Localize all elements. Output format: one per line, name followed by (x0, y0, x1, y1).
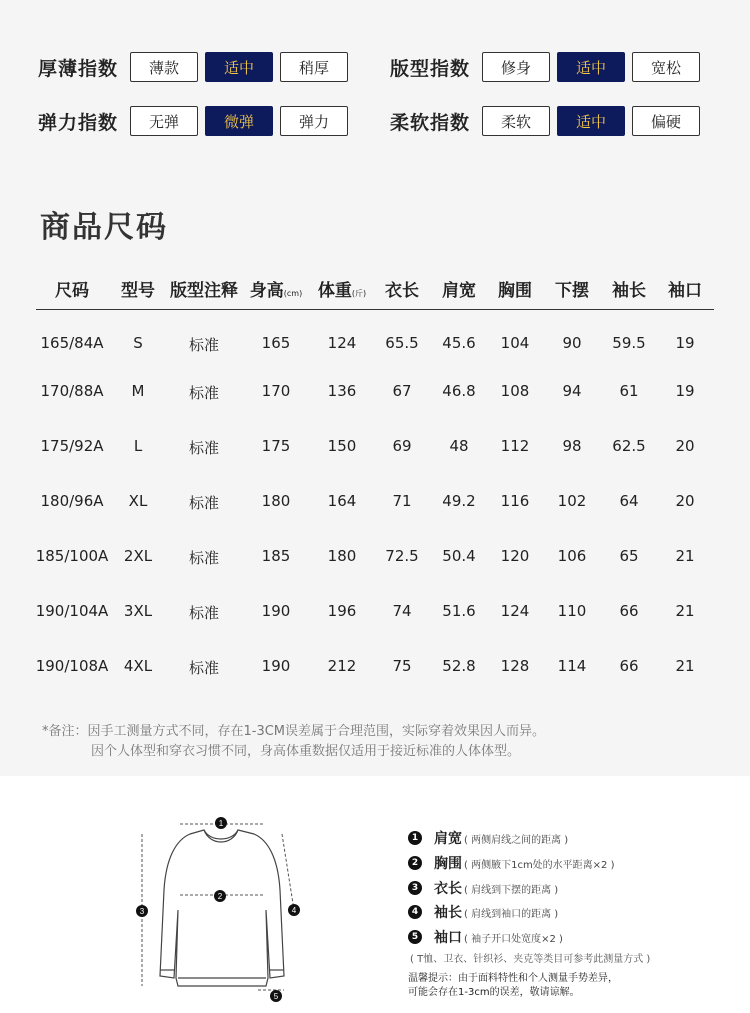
table-cell: 190/104A (35, 602, 109, 620)
option-stretch: 弹力 (280, 106, 348, 136)
legend-item-shoulder (408, 828, 568, 848)
option-regular-selected: 适中 (557, 52, 625, 82)
table-cell: 19 (675, 382, 695, 400)
option-soft: 柔软 (482, 106, 550, 136)
table-cell: 66 (619, 602, 639, 620)
column-header: 下摆 (555, 281, 589, 301)
table-cell: 66 (619, 657, 639, 675)
table-cell: 61 (619, 382, 639, 400)
table-cell: 标准 (188, 384, 220, 402)
legend-name: 胸围 (434, 856, 462, 872)
table-cell: 20 (675, 437, 695, 455)
number-badge: 2 (408, 856, 422, 870)
marker-4 (288, 904, 300, 916)
table-row (36, 334, 714, 364)
table-cell: 90 (562, 334, 582, 352)
legend-name: 袖长 (434, 905, 462, 921)
table-cell: 59.5 (612, 334, 646, 352)
table-cell: 165/84A (40, 334, 104, 352)
table-cell: 128 (500, 657, 530, 675)
table-cell: 136 (327, 382, 357, 400)
svg-text:4: 4 (291, 906, 297, 915)
table-cell: 116 (500, 492, 530, 510)
column-header: 袖口 (668, 281, 702, 301)
option-thin: 薄款 (130, 52, 198, 82)
column-header: 胸围 (498, 281, 532, 301)
legend-item-chest (408, 853, 615, 873)
table-cell: 112 (500, 437, 530, 455)
table-cell: 106 (557, 547, 587, 565)
note-line-1: *备注：因手工测量方式不同，存在1-3CM误差属于合理范围，实际穿着效果因人而异。 (42, 724, 546, 739)
option-stiff: 偏硬 (632, 106, 700, 136)
table-row (36, 382, 714, 412)
section-title: 商品尺码 (40, 210, 168, 245)
index-row-fit (390, 52, 707, 82)
table-cell: 74 (392, 602, 412, 620)
table-cell: 196 (327, 602, 357, 620)
table-cell: 124 (500, 602, 530, 620)
legend-name: 衣长 (434, 881, 462, 897)
table-cell: 45.6 (442, 334, 476, 352)
legend-item-sleeve (408, 902, 558, 922)
table-cell: 75 (392, 657, 412, 675)
table-cell: 104 (500, 334, 530, 352)
table-header (36, 270, 714, 310)
marker-1 (215, 817, 227, 829)
number-badge: 1 (408, 831, 422, 845)
column-header: 体重(斤) (317, 281, 367, 301)
table-cell: 2XL (123, 547, 153, 565)
table-cell: 108 (500, 382, 530, 400)
table-row (36, 657, 714, 687)
marker-3 (136, 905, 148, 917)
table-cell: 46.8 (442, 382, 476, 400)
table-cell: 190 (261, 602, 291, 620)
marker-2 (214, 890, 226, 902)
table-cell: 102 (557, 492, 587, 510)
table-row (36, 602, 714, 632)
table-cell: 98 (562, 437, 582, 455)
option-medium-selected: 适中 (205, 52, 273, 82)
table-row (36, 492, 714, 522)
table-cell: 65 (619, 547, 639, 565)
legend-desc: ( 肩线到袖口的距离 ) (464, 908, 559, 920)
sweater-outline-icon (160, 830, 284, 986)
table-cell: 180 (261, 492, 291, 510)
table-cell: 20 (675, 492, 695, 510)
table-cell: 120 (500, 547, 530, 565)
table-cell: 180 (327, 547, 357, 565)
table-cell: 52.8 (442, 657, 476, 675)
table-cell: 69 (392, 437, 412, 455)
table-cell: 180/96A (40, 492, 104, 510)
column-header: 尺码 (55, 281, 89, 301)
note-line-2: 因个人体型和穿衣习惯不同，身高体重数据仅适用于接近标准的人体体型。 (91, 744, 521, 759)
table-cell: L (133, 437, 143, 455)
legend-desc: ( 两侧腋下1cm处的水平距离×2 ) (464, 859, 615, 871)
table-cell: 标准 (188, 439, 220, 457)
marker-5 (270, 990, 282, 1002)
table-cell: 71 (392, 492, 412, 510)
column-header: 型号 (121, 281, 155, 301)
option-loose: 宽松 (632, 52, 700, 82)
table-cell: 165 (261, 334, 291, 352)
number-badge: 4 (408, 905, 422, 919)
table-cell: 175 (261, 437, 291, 455)
table-cell: 标准 (188, 659, 220, 677)
table-cell: 62.5 (612, 437, 646, 455)
number-badge: 3 (408, 881, 422, 895)
table-cell: XL (128, 492, 148, 510)
table-cell: 164 (327, 492, 357, 510)
warm-tip (408, 972, 618, 1000)
table-cell: 190/108A (35, 657, 109, 675)
svg-text:1: 1 (218, 819, 224, 828)
table-cell: 185/100A (35, 547, 109, 565)
svg-text:3: 3 (139, 907, 145, 916)
index-label: 厚薄指数 (38, 57, 119, 80)
option-no-stretch: 无弹 (130, 106, 198, 136)
table-cell: 110 (557, 602, 587, 620)
table-cell: 64 (619, 492, 639, 510)
measurement-guide-panel (0, 776, 750, 1013)
column-header: 版型注释 (170, 281, 238, 301)
column-header: 身高(cm) (249, 281, 303, 301)
table-cell: 72.5 (385, 547, 419, 565)
table-cell: 标准 (188, 549, 220, 567)
index-label: 版型指数 (390, 57, 471, 80)
table-cell: 51.6 (442, 602, 476, 620)
index-label: 柔软指数 (390, 111, 471, 134)
svg-text:2: 2 (217, 892, 223, 901)
table-cell: 150 (327, 437, 357, 455)
legend-name: 袖口 (434, 930, 462, 946)
table-cell: 21 (675, 657, 695, 675)
table-cell: 标准 (188, 604, 220, 622)
option-thick: 稍厚 (280, 52, 348, 82)
table-cell: 标准 (188, 336, 220, 354)
table-cell: 170/88A (40, 382, 104, 400)
sweater-measurement-diagram (128, 810, 328, 1006)
table-cell: 124 (327, 334, 357, 352)
table-cell: 50.4 (442, 547, 476, 565)
option-slim: 修身 (482, 52, 550, 82)
table-row (36, 547, 714, 577)
table-cell: 21 (675, 547, 695, 565)
size-table (35, 270, 714, 677)
legend-extra: ( T恤、卫衣、针织衫、夹克等类目可参考此测量方式 ) (410, 954, 651, 965)
legend-desc: ( 肩线到下摆的距离 ) (464, 884, 559, 896)
tip-line-2: 可能会存在1-3cm的误差，敬请谅解。 (408, 987, 580, 998)
legend-item-cuff (408, 927, 563, 947)
index-row-thickness (38, 52, 355, 82)
table-cell: 175/92A (40, 437, 104, 455)
table-cell: 114 (557, 657, 587, 675)
table-row (36, 437, 714, 467)
table-cell: 170 (261, 382, 291, 400)
legend-desc: ( 袖子开口处宽度×2 ) (464, 933, 563, 945)
svg-text:5: 5 (273, 992, 279, 1001)
index-row-elasticity (38, 106, 355, 136)
table-cell: 标准 (188, 494, 220, 512)
option-medium-selected: 适中 (557, 106, 625, 136)
legend-name: 肩宽 (434, 831, 462, 847)
table-cell: 190 (261, 657, 291, 675)
table-cell: 65.5 (385, 334, 419, 352)
column-header: 袖长 (612, 281, 646, 301)
column-header: 肩宽 (442, 281, 476, 301)
note (42, 722, 545, 762)
table-cell: 94 (562, 382, 582, 400)
table-cell: 19 (675, 334, 695, 352)
table-cell: M (131, 382, 145, 400)
table-cell: S (133, 334, 143, 352)
table-cell: 48 (449, 437, 469, 455)
table-cell: 212 (327, 657, 357, 675)
tip-line-1: 温馨提示：由于面料特性和个人测量手势差异， (408, 973, 618, 984)
table-cell: 4XL (123, 657, 153, 675)
option-slight-stretch-selected: 微弹 (205, 106, 273, 136)
table-cell: 21 (675, 602, 695, 620)
number-badge: 5 (408, 930, 422, 944)
column-header: 衣长 (385, 281, 419, 301)
index-row-softness (390, 106, 707, 136)
legend-desc: ( 两侧肩线之间的距离 ) (464, 834, 569, 846)
legend-item-length (408, 878, 558, 898)
table-cell: 49.2 (442, 492, 476, 510)
index-label: 弹力指数 (38, 111, 119, 134)
table-cell: 3XL (123, 602, 153, 620)
table-cell: 185 (261, 547, 291, 565)
table-cell: 67 (392, 382, 412, 400)
